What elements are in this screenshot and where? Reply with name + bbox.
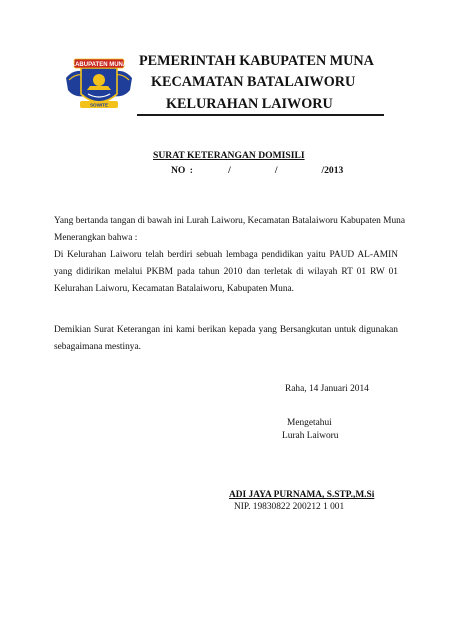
letterhead-line-2: KECAMATAN BATALAIWORU (151, 74, 356, 90)
paragraph-line: Di Kelurahan Laiworu telah berdiri sebuah lembaga pendidikan yaitu PAUD AL-AMIN (54, 250, 398, 260)
paragraph-statement (54, 213, 406, 298)
letterhead-line-3: KELURAHAN LAIWORU (166, 96, 333, 112)
paragraph-line: sebagaimana mestinya. (54, 342, 141, 352)
signatory-name: ADI JAYA PURNAMA, S.STP.,M.Si (229, 490, 375, 500)
paragraph-line: Yang bertanda tangan di bawah ini Lurah Laiworu, Kecamatan Batalaiworu Kabupaten Muna (54, 216, 406, 226)
signatory-role: Lurah Laiworu (282, 431, 339, 441)
letterhead-divider (137, 114, 384, 116)
paragraph-line: yang didirikan melalui PKBM pada tahun 2010 dan terletak di wilayah RT 01 RW 01 (54, 267, 398, 277)
kabupaten-muna-logo (64, 56, 134, 112)
letter-number: NO : / / /2013 (171, 165, 344, 176)
paragraph-line: Demikian Surat Keterangan ini kami berikan kepada yang Bersangkutan untuk digunakan (54, 325, 398, 335)
logo-banner-text: KABUPATEN MUNA (70, 62, 128, 68)
logo-sun (93, 74, 105, 86)
letterhead-line-1: PEMERINTAH KABUPATEN MUNA (139, 53, 374, 69)
paragraph-closing (54, 322, 398, 356)
logo-motto-text: SOWITE (89, 102, 109, 108)
paragraph-line: Menerangkan bahwa : (54, 233, 138, 243)
place-date: Raha, 14 Januari 2014 (285, 384, 369, 394)
acknowledge-label: Mengetahui (287, 418, 332, 428)
paragraph-line: Kelurahan Laiworu, Kecamatan Batalaiworu, Kabupaten Muna. (54, 284, 295, 294)
letter-title: SURAT KETERANGAN DOMISILI (153, 150, 305, 161)
signatory-nip: NIP. 19830822 200212 1 001 (234, 502, 345, 512)
